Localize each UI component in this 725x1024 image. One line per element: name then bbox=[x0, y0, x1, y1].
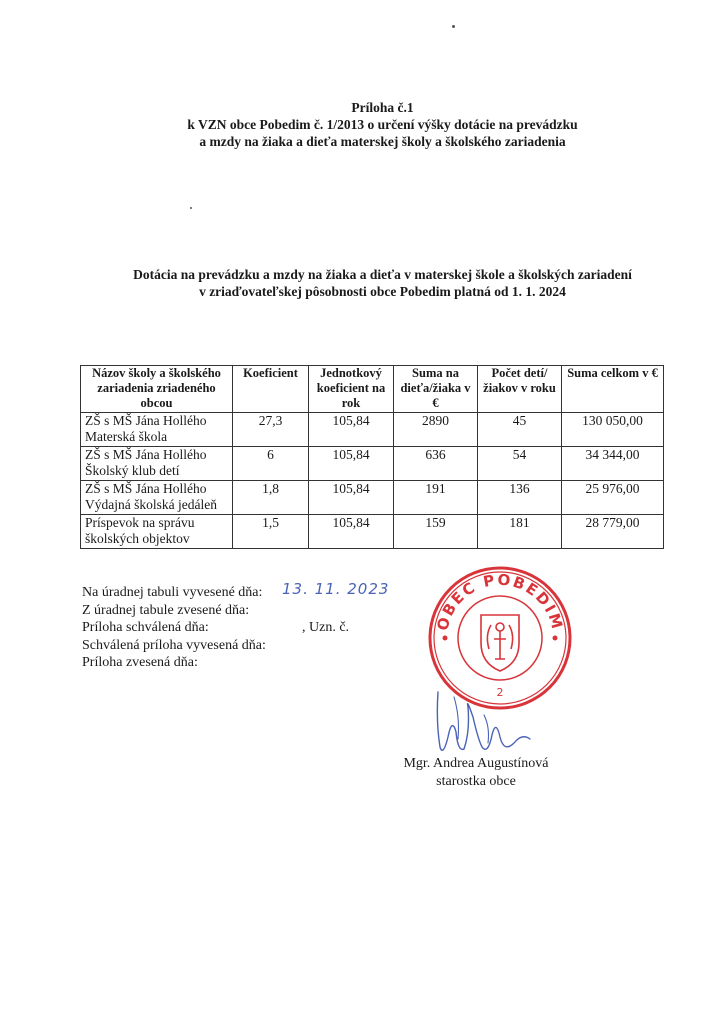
koeficient-cell: 27,3 bbox=[233, 413, 309, 447]
column-header-name: Názov školy a školského zariadenia zriadeného obcou bbox=[81, 366, 233, 413]
table-heading bbox=[0, 266, 725, 300]
handwritten-date: 13. 11. 2023 bbox=[282, 580, 390, 598]
suma-celkom-cell: 130 050,00 bbox=[562, 413, 664, 447]
table-heading-line: v zriaďovateľskej pôsobnosti obce Pobedim platná od 1. 1. 2024 bbox=[199, 284, 566, 299]
table-header-row bbox=[81, 366, 664, 413]
suma-na-cell: 636 bbox=[394, 447, 478, 481]
note-label: Príloha schválená dňa: bbox=[82, 620, 209, 635]
note-approved-posted bbox=[82, 637, 266, 655]
suma-na-cell: 2890 bbox=[394, 413, 478, 447]
regulation-line: a mzdy na žiaka a dieťa materskej školy a školského zariadenia bbox=[199, 134, 566, 149]
table-row bbox=[81, 515, 664, 549]
school-name-line: školských objektov bbox=[85, 531, 190, 546]
school-name-cell bbox=[81, 413, 233, 447]
note-posted bbox=[82, 580, 390, 602]
note-label: Príloha zvesená dňa: bbox=[82, 655, 198, 670]
koeficient-cell: 6 bbox=[233, 447, 309, 481]
table-row bbox=[81, 413, 664, 447]
school-name-line: Výdajná školská jedáleň bbox=[85, 497, 217, 512]
jednotkovy-cell: 105,84 bbox=[309, 447, 394, 481]
pocet-cell: 54 bbox=[478, 447, 562, 481]
scan-speck bbox=[452, 25, 455, 28]
annex-title: Príloha č.1 bbox=[351, 100, 414, 115]
column-header-suma-na: Suma na dieťa/žiaka v € bbox=[394, 366, 478, 413]
note-label: Schválená príloha vyvesená dňa: bbox=[82, 637, 266, 653]
note-removed bbox=[82, 602, 266, 620]
suma-na-cell: 159 bbox=[394, 515, 478, 549]
note-annex-removed bbox=[82, 654, 266, 672]
table-row bbox=[81, 447, 664, 481]
school-name-cell bbox=[81, 515, 233, 549]
coat-of-arms-icon bbox=[481, 615, 519, 671]
stamp-text: OBEC POBEDIM bbox=[433, 570, 567, 633]
suma-na-cell: 191 bbox=[394, 481, 478, 515]
suma-celkom-cell: 28 779,00 bbox=[562, 515, 664, 549]
stamp-dot bbox=[553, 636, 558, 641]
suma-celkom-cell: 25 976,00 bbox=[562, 481, 664, 515]
jednotkovy-cell: 105,84 bbox=[309, 481, 394, 515]
signer-name: Mgr. Andrea Augustínová bbox=[403, 756, 549, 771]
column-header-koeficient: Koeficient bbox=[233, 366, 309, 413]
resolution-label: , Uzn. č. bbox=[302, 620, 350, 635]
table-row bbox=[81, 481, 664, 515]
signer-block bbox=[396, 755, 556, 791]
posting-notes bbox=[82, 580, 390, 672]
note-approved bbox=[82, 619, 350, 637]
school-name-line: ZŠ s MŠ Jána Hollého bbox=[85, 481, 207, 496]
signer-title: starostka obce bbox=[436, 774, 516, 789]
koeficient-cell: 1,5 bbox=[233, 515, 309, 549]
school-name-line: Príspevok na správu bbox=[85, 515, 195, 530]
column-header-jednotkovy: Jednotkový koeficient na rok bbox=[309, 366, 394, 413]
pocet-cell: 136 bbox=[478, 481, 562, 515]
scan-speck bbox=[190, 207, 192, 209]
pocet-cell: 181 bbox=[478, 515, 562, 549]
suma-celkom-cell: 34 344,00 bbox=[562, 447, 664, 481]
column-header-pocet: Počet detí/žiakov v roku bbox=[478, 366, 562, 413]
table-heading-line: Dotácia na prevádzku a mzdy na žiaka a dieťa v materskej škole a školských zariadení bbox=[133, 267, 632, 282]
jednotkovy-cell: 105,84 bbox=[309, 515, 394, 549]
school-name-line: Školský klub detí bbox=[85, 463, 180, 478]
school-name-line: ZŠ s MŠ Jána Hollého bbox=[85, 447, 207, 462]
school-name-cell bbox=[81, 481, 233, 515]
document-header bbox=[0, 99, 725, 150]
koeficient-cell: 1,8 bbox=[233, 481, 309, 515]
stamp-number: 2 bbox=[496, 686, 504, 699]
school-name-line: Materská škola bbox=[85, 429, 168, 444]
column-header-suma-celkom: Suma celkom v € bbox=[562, 366, 664, 413]
stamp-dot bbox=[443, 636, 448, 641]
jednotkovy-cell: 105,84 bbox=[309, 413, 394, 447]
subsidy-table bbox=[80, 365, 664, 549]
school-name-cell bbox=[81, 447, 233, 481]
regulation-line: k VZN obce Pobedim č. 1/2013 o určení výšky dotácie na prevádzku bbox=[187, 117, 578, 132]
note-label: Na úradnej tabuli vyvesené dňa: bbox=[82, 585, 263, 600]
school-name-line: ZŠ s MŠ Jána Hollého bbox=[85, 413, 207, 428]
pocet-cell: 45 bbox=[478, 413, 562, 447]
note-label: Z úradnej tabule zvesené dňa: bbox=[82, 602, 250, 618]
